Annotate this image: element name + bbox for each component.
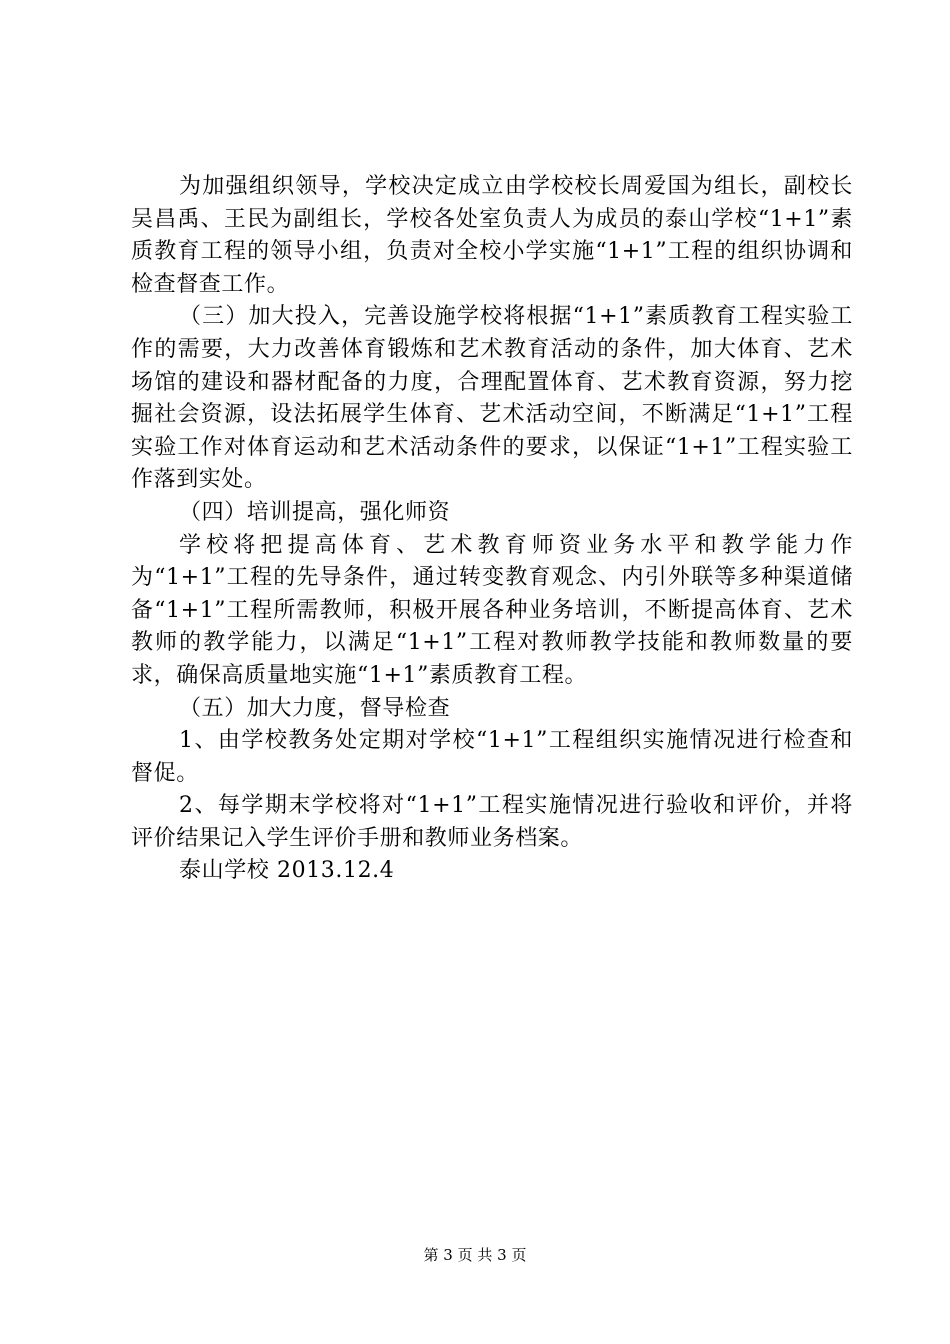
paragraph-increase-investment: （三）加大投入，完善设施学校将根据“1+1”素质教育工程实验工作的需要，大力改善体育锻炼和艺术教育活动的条件，加大体育、艺术场馆的建设和器材配备的力度，合理配置体育、艺术教育资源，努力挖掘社会资源，设法拓展学生体育、艺术活动空间，不断满足“1+1”工程实验工作对体育运动和艺术活动条件的要求，以保证“1+1”工程实验工作落到实处。 [131, 304, 853, 493]
document-body [131, 171, 853, 888]
heading-supervision: （五）加大力度，督导检查 [179, 695, 451, 721]
page-number: 第 3 页 共 3 页 [423, 1246, 527, 1264]
signature-date: 泰山学校 2013.12.4 [179, 858, 395, 884]
paragraph-training: 学校将把提高体育、艺术教育师资业务水平和教学能力作为“1+1”工程的先导条件，通过转变教育观念、内引外联等多种渠道储备“1+1”工程所需教师，积极开展各种业务培训，不断提高体育、艺术教师的教学能力，以满足“1+1”工程对教师教学技能和教师数量的要求，确保高质量地实施“1+1”素质教育工程。 [131, 532, 853, 688]
paragraph-supervision-item-1: 1、由学校教务处定期对学校“1+1”工程组织实施情况进行检查和督促。 [131, 728, 853, 786]
paragraph-supervision-item-2: 2、每学期末学校将对“1+1”工程实施情况进行验收和评价，并将评价结果记入学生评价手册和教师业务档案。 [131, 793, 853, 851]
paragraph-leadership-group: 为加强组织领导，学校决定成立由学校校长周爱国为组长，副校长吴昌禹、王民为副组长，学校各处室负责人为成员的泰山学校“1+1”素质教育工程的领导小组，负责对全校小学实施“1+1”工程的组织协调和检查督查工作。 [131, 174, 853, 297]
heading-training: （四）培训提高，强化师资 [179, 499, 451, 525]
page-footer [0, 1244, 950, 1265]
